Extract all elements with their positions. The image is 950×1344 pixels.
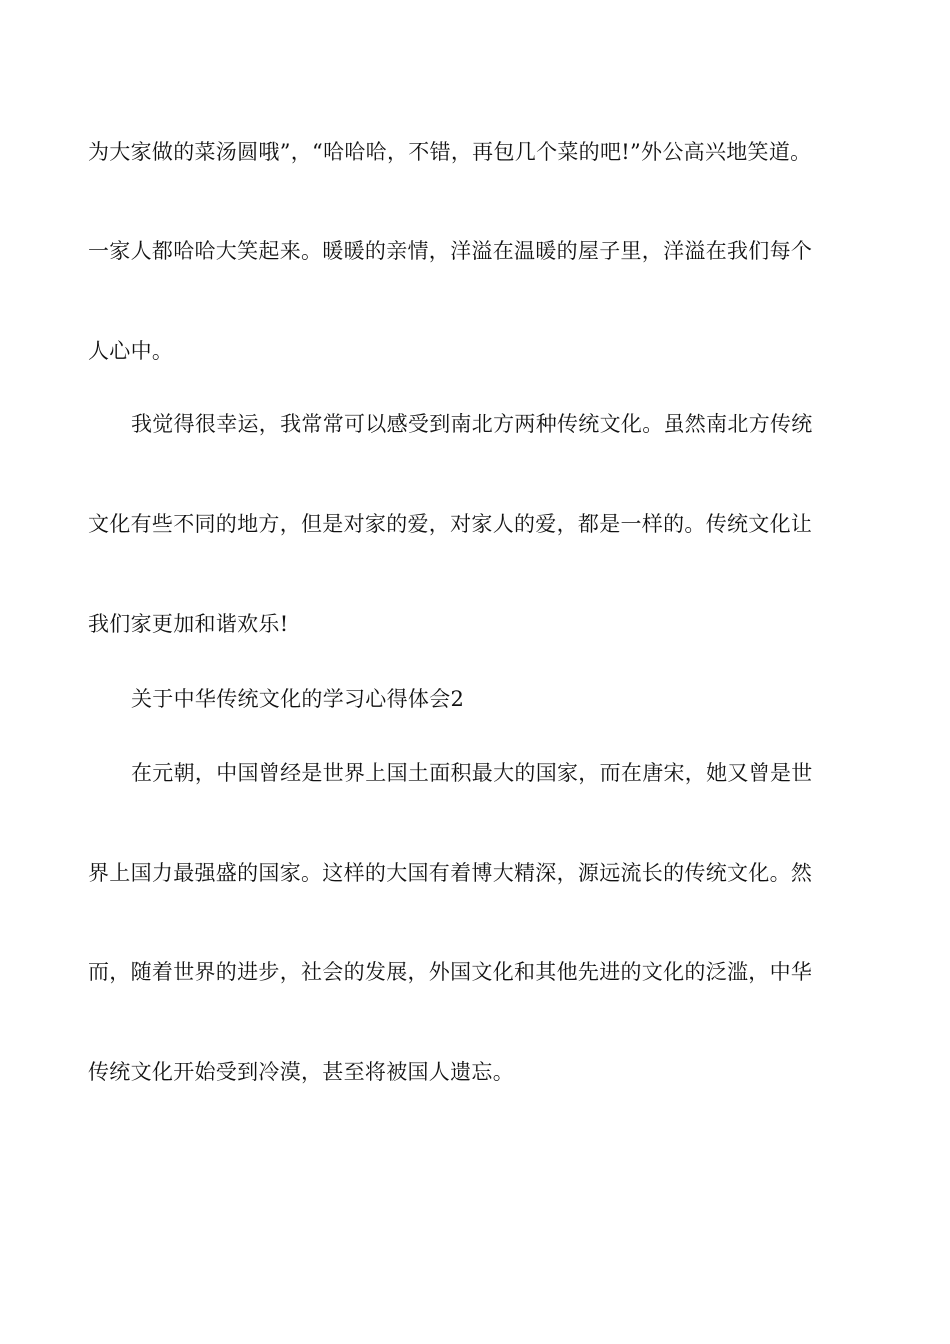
text-line: 传统文化开始受到冷漠，甚至将被国人遗忘。 xyxy=(88,1060,514,1084)
text-line: 界上国力最强盛的国家。这样的大国有着博大精深，源远流长的传统文化。然 xyxy=(88,861,813,885)
section-heading: 关于中华传统文化的学习心得体会2 xyxy=(131,687,465,711)
text-line: 一家人都哈哈大笑起来。暖暖的亲情，洋溢在温暖的屋子里，洋溢在我们每个 xyxy=(88,239,813,263)
text-line: 我们家更加和谐欢乐! xyxy=(88,612,289,636)
text-line: 而，随着世界的进步，社会的发展，外国文化和其他先进的文化的泛滥，中华 xyxy=(88,960,813,984)
paragraph-first-line: 在元朝，中国曾经是世界上国土面积最大的国家，而在唐宋，她又曾是世 xyxy=(131,761,813,785)
paragraph-first-line: 我觉得很幸运，我常常可以感受到南北方两种传统文化。虽然南北方传统 xyxy=(131,412,813,436)
text-line: 人心中。 xyxy=(88,339,174,363)
text-line: 文化有些不同的地方，但是对家的爱，对家人的爱，都是一样的。传统文化让 xyxy=(88,512,813,536)
text-line: 为大家做的菜汤圆哦”，“哈哈哈，不错，再包几个菜的吧!”外公高兴地笑道。 xyxy=(88,140,812,164)
